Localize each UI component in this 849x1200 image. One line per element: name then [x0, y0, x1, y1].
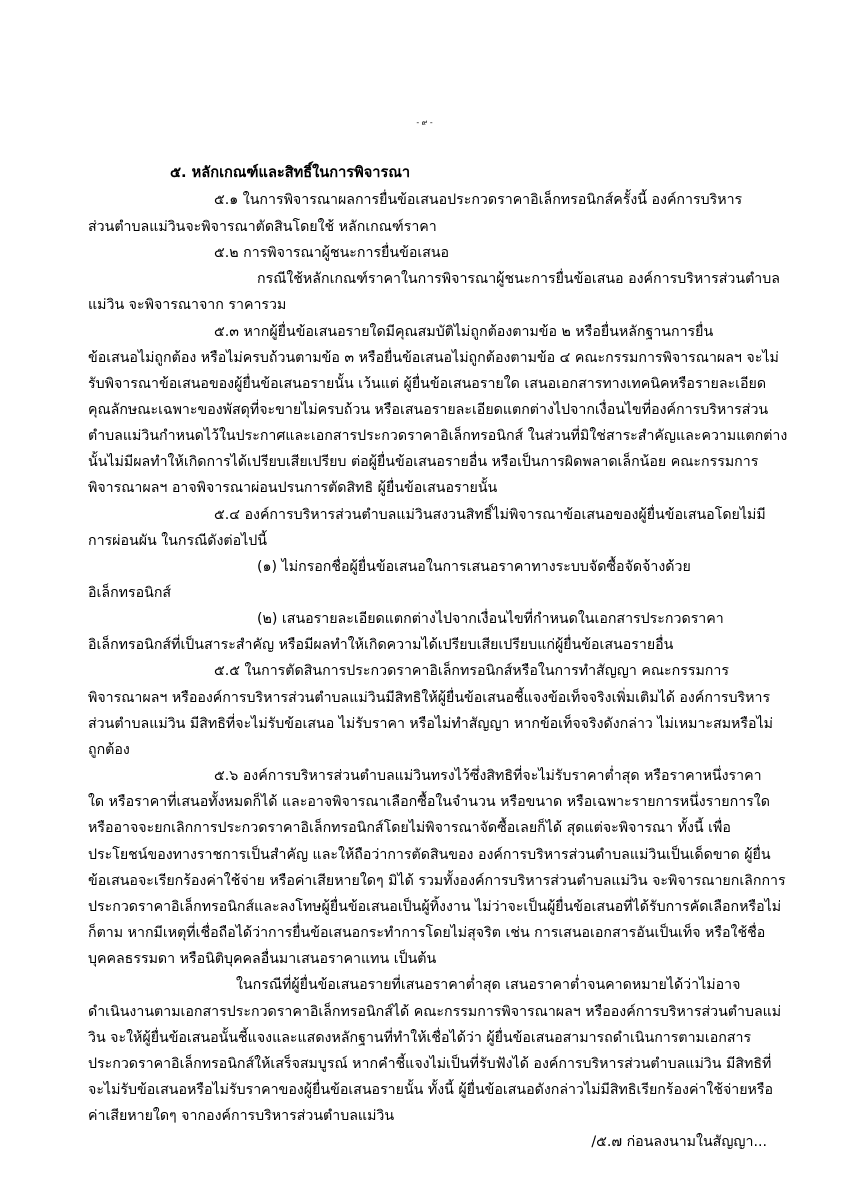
paragraph-line: ตำบลแม่วินกำหนดไว้ในประกาศและเอกสารประกวดราคาอิเล็กทรอนิกส์ ในส่วนที่มิใช่สาระสำคัญและความแตกต่าง [88, 428, 788, 444]
paragraph-line: อิเล็กทรอนิกส์ [88, 585, 172, 601]
paragraph-line: ข้อเสนอไม่ถูกต้อง หรือไม่ครบถ้วนตามข้อ ๓ หรือยื่นข้อเสนอไม่ถูกต้องตามข้อ ๔ คณะกรรมการพิจารณาผลฯ จะไม่ [88, 350, 779, 366]
paragraph-line: ๕.๖ องค์การบริหารส่วนตำบลแม่วินทรงไว้ซึ่งสิทธิที่จะไม่รับราคาต่ำสุด หรือราคาหนึ่งราคา [214, 768, 762, 784]
paragraph-line: ใด หรือราคาที่เสนอทั้งหมดก็ได้ และอาจพิจารณาเลือกซื้อในจำนวน หรือขนาด หรือเฉพาะรายการหนึ่งรายการใด [88, 794, 770, 810]
paragraph-line: ๕.๔ องค์การบริหารส่วนตำบลแม่วินสงวนสิทธิ์ไม่พิจารณาข้อเสนอของผู้ยื่นข้อเสนอโดยไม่มี [214, 507, 766, 523]
paragraph-line: วิน จะให้ผู้ยื่นข้อเสนอนั้นชี้แจงและแสดงหลักฐานที่ทำให้เชื่อได้ว่า ผู้ยื่นข้อเสนอสามารถดำเนินการตามเอกสาร [88, 1030, 752, 1046]
paragraph-line: ประกวดราคาอิเล็กทรอนิกส์และลงโทษผู้ยื่นข้อเสนอเป็นผู้ทิ้งงาน ไม่ว่าจะเป็นผู้ยื่นข้อเสนอที่ได้รับการคัดเลือกหรือไม่ [88, 899, 782, 915]
continuation-note: /๕.๗ ก่อนลงนามในสัญญา... [591, 1134, 767, 1150]
paragraph-line: ๕.๓ หากผู้ยื่นข้อเสนอรายใดมีคุณสมบัติไม่ถูกต้องตามข้อ ๒ หรือยื่นหลักฐานการยื่น [214, 324, 714, 340]
paragraph-line: ถูกต้อง [88, 742, 130, 758]
paragraph-line: แม่วิน จะพิจารณาจาก ราคารวม [88, 297, 287, 313]
paragraph-line: ดำเนินงานตามเอกสารประกวดราคาอิเล็กทรอนิกส์ได้ คณะกรรมการพิจารณาผลฯ หรือองค์การบริหารส่วนตำบลแม่ [88, 1004, 782, 1020]
paragraph-line: ก็ตาม หากมีเหตุที่เชื่อถือได้ว่าการยื่นข้อเสนอกระทำการโดยไม่สุจริต เช่น การเสนอเอกสารอันเป็นเท็จ หรือใช้ชื่อ [88, 925, 766, 941]
paragraph-line: พิจารณาผลฯ หรือองค์การบริหารส่วนตำบลแม่วินมีสิทธิให้ผู้ยื่นข้อเสนอชี้แจงข้อเท็จจริงเพิ่มเติมได้ องค์การบริหาร [88, 690, 771, 706]
paragraph-line: ประกวดราคาอิเล็กทรอนิกส์ให้เสร็จสมบูรณ์ หากคำชี้แจงไม่เป็นที่รับฟังได้ องค์การบริหารส่วนตำบลแม่วิน มีสิทธิที่ [88, 1056, 772, 1072]
paragraph-line: ค่าเสียหายใดๆ จากองค์การบริหารส่วนตำบลแม่วิน [88, 1108, 395, 1124]
section-heading: ๕. หลักเกณฑ์และสิทธิ์ในการพิจารณา [170, 164, 411, 181]
paragraph-line: จะไม่รับข้อเสนอหรือไม่รับราคาของผู้ยื่นข้อเสนอรายนั้น ทั้งนี้ ผู้ยื่นข้อเสนอดังกล่าวไม่มีสิทธิเรียกร้องค่าใช้จ่ายหรือ [88, 1082, 774, 1098]
paragraph-line: ๕.๕ ในการตัดสินการประกวดราคาอิเล็กทรอนิกส์หรือในการทำสัญญา คณะกรรมการ [214, 663, 729, 679]
paragraph-line: ในกรณีที่ผู้ยื่นข้อเสนอรายที่เสนอราคาต่ำสุด เสนอราคาต่ำจนคาดหมายได้ว่าไม่อาจ [236, 977, 741, 993]
paragraph-line: (๒) เสนอรายละเอียดแตกต่างไปจากเงื่อนไขที่กำหนดในเอกสารประกวดราคา [257, 611, 724, 627]
paragraph-line: ส่วนตำบลแม่วินจะพิจารณาตัดสินโดยใช้ หลักเกณฑ์ราคา [88, 219, 437, 235]
page-number: - ๙ - [416, 118, 433, 127]
paragraph-line: การผ่อนผัน ในกรณีดังต่อไปนี้ [88, 533, 267, 549]
paragraph-line: ประโยชน์ของทางราชการเป็นสำคัญ และให้ถือว่าการตัดสินของ องค์การบริหารส่วนตำบลแม่วินเป็นเด็ดขาด ผู้ยื่น [88, 847, 771, 863]
paragraph-line: ๕.๑ ในการพิจารณาผลการยื่นข้อเสนอประกวดราคาอิเล็กทรอนิกส์ครั้งนี้ องค์การบริหาร [214, 192, 743, 208]
paragraph-line: กรณีใช้หลักเกณฑ์ราคาในการพิจารณาผู้ชนะการยื่นข้อเสนอ องค์การบริหารส่วนตำบล [257, 271, 780, 287]
paragraph-line: หรืออาจจะยกเลิกการประกวดราคาอิเล็กทรอนิกส์โดยไม่พิจารณาจัดซื้อเลยก็ได้ สุดแต่จะพิจารณา ทั้งนี้ เพื่อ [88, 820, 731, 836]
paragraph-line: ข้อเสนอจะเรียกร้องค่าใช้จ่าย หรือค่าเสียหายใดๆ มิได้ รวมทั้งองค์การบริหารส่วนตำบลแม่วิน จะพิจารณายกเลิกการ [88, 873, 786, 889]
paragraph-line: รับพิจารณาข้อเสนอของผู้ยื่นข้อเสนอรายนั้น เว้นแต่ ผู้ยื่นข้อเสนอรายใด เสนอเอกสารทางเทคนิคหรือรายละเอียด [88, 376, 767, 392]
paragraph-line: ๕.๒ การพิจารณาผู้ชนะการยื่นข้อเสนอ [214, 245, 450, 261]
paragraph-line: คุณลักษณะเฉพาะของพัสดุที่จะขายไม่ครบถ้วน หรือเสนอรายละเอียดแตกต่างไปจากเงื่อนไขที่องค์การบริหารส่วน [88, 402, 769, 418]
paragraph-line: (๑) ไม่กรอกชื่อผู้ยื่นข้อเสนอในการเสนอราคาทางระบบจัดซื้อจัดจ้างด้วย [257, 559, 691, 575]
paragraph-line: อิเล็กทรอนิกส์ที่เป็นสาระสำคัญ หรือมีผลทำให้เกิดความได้เปรียบเสียเปรียบแก่ผู้ยื่นข้อเสนอรายอื่น [88, 637, 674, 653]
paragraph-line: พิจารณาผลฯ อาจพิจารณาผ่อนปรนการตัดสิทธิ ผู้ยื่นข้อเสนอรายนั้น [88, 480, 498, 496]
paragraph-line: บุคคลธรรมดา หรือนิติบุคคลอื่นมาเสนอราคาแทน เป็นต้น [88, 951, 437, 967]
paragraph-line: นั้นไม่มีผลทำให้เกิดการได้เปรียบเสียเปรียบ ต่อผู้ยื่นข้อเสนอรายอื่น หรือเป็นการผิดพลาดเล็กน้อย คณะกรรมการ [88, 454, 759, 470]
paragraph-line: ส่วนตำบลแม่วิน มีสิทธิที่จะไม่รับข้อเสนอ ไม่รับราคา หรือไม่ทำสัญญา หากข้อเท็จจริงดังกล่าว ไม่เหมาะสมหรือไม่ [88, 716, 774, 732]
